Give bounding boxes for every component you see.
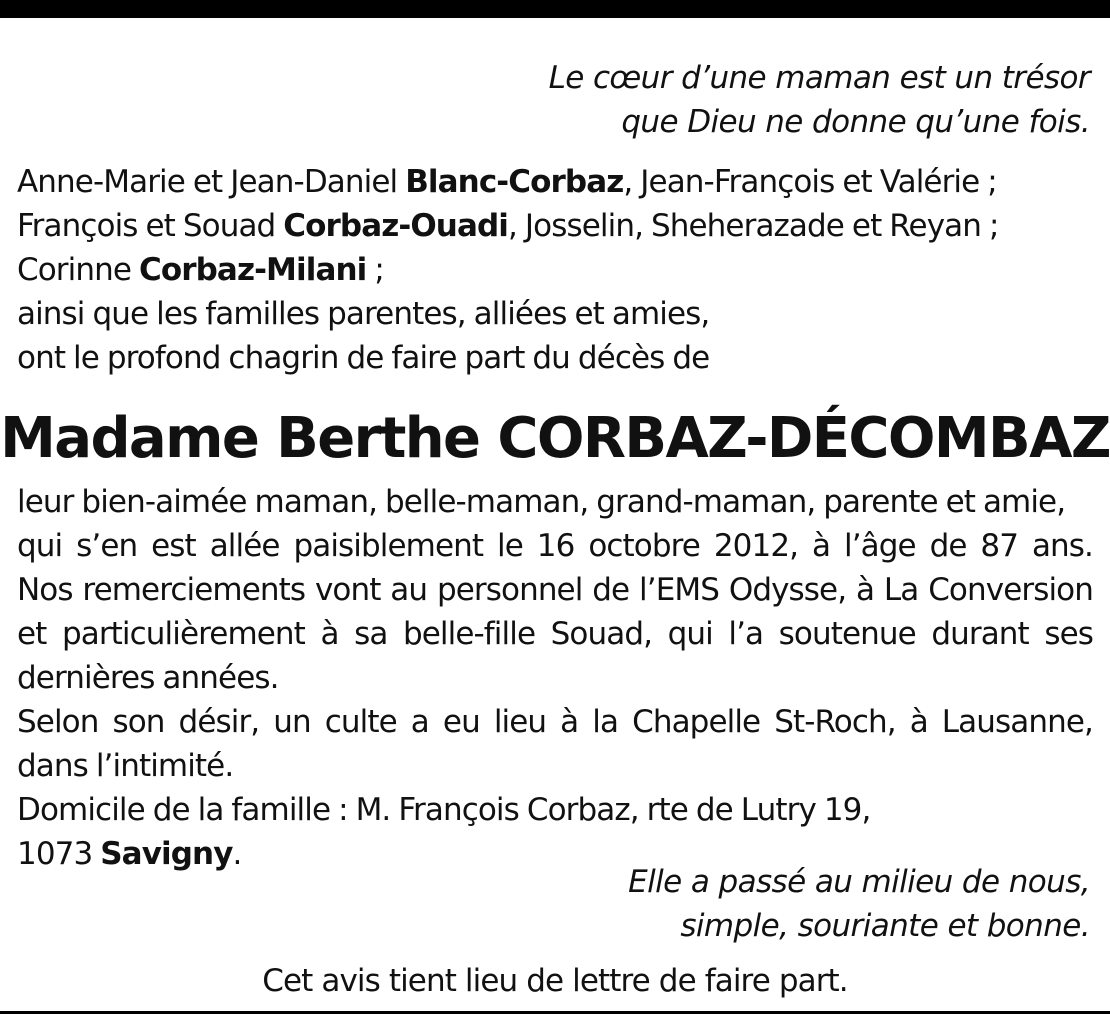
- family-surname: Blanc-Corbaz: [405, 164, 624, 200]
- opening-quote: [549, 56, 1090, 144]
- family-line: ainsi que les familles parentes, alliées et amies,: [17, 296, 710, 332]
- closing-notice: Cet avis tient lieu de lettre de faire part.: [262, 963, 848, 999]
- body-line: Selon son désir, un culte a eu lieu à la Chapelle St-Roch, à Lausanne,: [17, 704, 1093, 740]
- family-line: ont le profond chagrin de faire part du décès de: [17, 340, 710, 376]
- opening-quote-line: Le cœur d’une maman est un trésor: [548, 60, 1090, 96]
- body-line: Domicile de la famille : M. François Corbaz, rte de Lutry 19,: [17, 792, 871, 828]
- body-line: qui s’en est allée paisiblement le 16 octobre 2012, à l’âge de 87 ans.: [17, 528, 1093, 564]
- family-line: [17, 248, 1093, 292]
- family-line: [17, 204, 1093, 248]
- body-line: dans l’intimité.: [17, 748, 234, 784]
- body-line: dernières années.: [17, 660, 279, 696]
- top-rule: [0, 0, 1110, 18]
- postcode: 1073: [17, 836, 101, 872]
- family-surname: Corbaz-Milani: [139, 252, 367, 288]
- bottom-rule: [0, 1011, 1110, 1014]
- address-end: .: [232, 836, 242, 872]
- deceased-name: Madame Berthe CORBAZ-DÉCOMBAZ: [0, 406, 1110, 471]
- closing-quote: [628, 860, 1090, 948]
- town-name: Savigny: [100, 836, 233, 872]
- body-line: et particulièrement à sa belle-fille Souad, qui l’a soutenue durant ses: [17, 616, 1093, 652]
- closing-quote-line: simple, souriante et bonne.: [680, 908, 1090, 944]
- family-names: , Jean-François et Valérie ;: [623, 164, 997, 200]
- body-line: Nos remerciements vont au personnel de l’EMS Odysse, à La Conversion: [17, 572, 1093, 608]
- family-names: , Josselin, Sheherazade et Reyan ;: [508, 208, 999, 244]
- family-names: François et Souad: [17, 208, 284, 244]
- family-surname: Corbaz-Ouadi: [283, 208, 509, 244]
- family-line: [17, 160, 1093, 204]
- body-line: leur bien-aimée maman, belle-maman, grand-maman, parente et amie,: [17, 484, 1066, 520]
- opening-quote-line: que Dieu ne donne qu’une fois.: [621, 104, 1090, 140]
- closing-quote-line: Elle a passé au milieu de nous,: [628, 864, 1090, 900]
- family-names: ;: [366, 252, 384, 288]
- obituary-body: [17, 480, 1093, 876]
- family-names: Corinne: [17, 252, 139, 288]
- family-announcement: [17, 160, 1093, 380]
- family-names: Anne-Marie et Jean-Daniel: [17, 164, 406, 200]
